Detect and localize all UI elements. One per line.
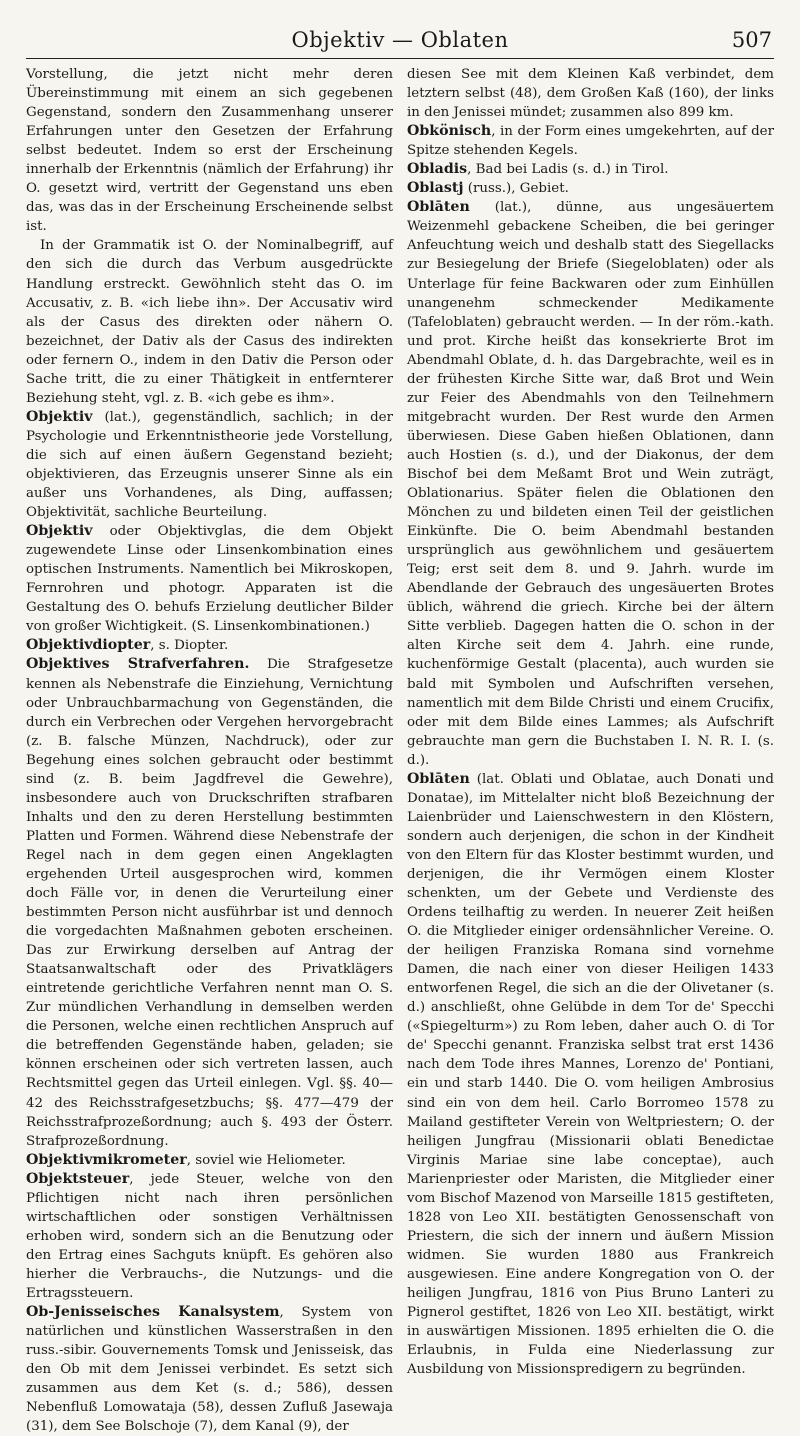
left-column xyxy=(26,65,393,1436)
entry-paragraph xyxy=(26,236,393,407)
entry-paragraph xyxy=(407,198,774,769)
entry-paragraph xyxy=(26,408,393,522)
entry-text: , Bad bei Ladis (s. d.) in Tirol. xyxy=(467,162,669,178)
entry-headword: Obladis xyxy=(407,161,468,178)
entry-text: , jede Steuer, welche von den Pflichtigen nicht nach ihren persönlichen wirtschaftlichen oder sonstigen Verhältnissen erhoben wird, sondern sich an die Benutzung oder den Ertrag eines Sachguts knüpft. Es gehören also hierher die Verbrauchs-, die Nutzungs- und die Ertragssteuern. xyxy=(26,1171,393,1301)
entry-text: , in der Form eines umgekehrten, auf der Spitze stehenden Kegels. xyxy=(407,124,774,159)
entry-headword: Objektiv xyxy=(26,523,93,540)
entry-text: (lat.), gegenständlich, sachlich; in der Psychologie und Erkenntnistheorie jede Vorstellung, die sich auf einen äußern Gegenstand bezieht; objektivieren, das Erzeugnis unserer Sinne als ein außer uns Vorhandenes, als Ding, auffassen; Objektivität, sachliche Beurteilung. xyxy=(26,409,393,521)
entry-headword: Oblastj xyxy=(407,180,464,197)
entry-paragraph xyxy=(407,770,774,1380)
entry-paragraph xyxy=(26,65,393,236)
entry-text: (lat. Oblati und Oblatae, auch Donati und Donatae), im Mittelalter nicht bloß Bezeichnung der Laienbrüder und Laienschwestern in den Klöstern, sondern auch derjenigen, die schon in der Kindheit von den Eltern für das Kloster bestimmt wurden, und derjenigen, die ihr Vermögen einem Kloster schenkten, um der Gebete und Verdienste des Ordens teilhaftig zu werden. In neuerer Zeit heißen O. die Mitglieder einiger ordensähnlicher Vereine. O. der heiligen Franziska Romana sind vornehme Damen, die nach einer von dieser Heiligen 1433 entworfenen Regel, die sich an die der Olivetaner (s. d.) anschließt, ohne Gelübde in dem Tor de' Specchi («Spiegelturm») zu Rom leben, daher auch O. di Tor de' Specchi genannt. Franziska selbst trat erst 1436 nach dem Tode ihres Mannes, Lorenzo de' Pontiani, ein und starb 1440. Die O. vom heiligen Ambrosius sind ein von dem heil. Carlo Borromeo 1578 zu Mailand gestifteter Verein von Weltpriestern; O. der heiligen Jungfrau (Missionarii oblati Benedictae Virginis Mariae sine labe conceptae), auch Marienpriester oder Maristen, die Mitglieder einer vom Bischof Mazenod von Marseille 1815 gestifteten, 1828 von Leo XII. bestätigten Genossenschaft von Priestern, die sich der innern und äußern Mission widmen. Sie wurden 1880 aus Frankreich ausgewiesen. Eine andere Kongregation von O. der heiligen Jungfrau, 1816 von Pius Bruno Lanteri zu Pignerol gestiftet, 1826 von Leo XII. bestätigt, wirkt in auswärtigen Missionen. 1895 erhielten die O. die Erlaubnis, in Fulda eine Niederlassung zur Ausbildung von Missionspredigern zu begründen. xyxy=(407,771,774,1378)
entry-headword: Ob-Jenisseisches Kanalsystem xyxy=(26,1304,280,1321)
entry-paragraph xyxy=(26,1151,393,1170)
entry-text: oder Objektivglas, die dem Objekt zugewendete Linse oder Linsenkombination eines optischen Instruments. Namentlich bei Mikroskopen, Fernrohren und photogr. Apparaten ist die Gestaltung des O. behufs Erzielung deutlicher Bilder von großer Wichtigkeit. (S. Linsenkombinationen.) xyxy=(26,524,393,635)
entry-text: , System von natürlichen und künstlichen Wasserstraßen in den russ.-sibir. Gouvernements Tomsk und Jenisseisk, das den Ob mit dem Jenissei verbindet. Es setzt sich zusammen aus dem Ket (s. d.; 586), dessen Nebenfluß Lomowataja (58), dessen Zufluß Jasewaja (31), dem See Bolschoje (7), dem Kanal (9), der xyxy=(26,1305,393,1435)
running-title: Objektiv — Oblaten xyxy=(291,28,509,52)
entry-headword: Objektivdiopter xyxy=(26,637,151,654)
entry-paragraph xyxy=(407,122,774,160)
entry-paragraph xyxy=(26,1170,393,1303)
entry-headword: Objektiv xyxy=(26,408,93,425)
page-number: 507 xyxy=(731,28,772,52)
entry-text: In der Grammatik ist O. der Nominalbegriff, auf den sich die durch das Verbum ausgedrückte Handlung erstreckt. Gewöhnlich steht das O. im Accusativ, z. B. «ich liebe ihn». Der Accusativ wird als der Casus des direkten oder nähern O. bezeichnet, der Dativ als der Casus des indirekten oder fernern O., indem in den Dativ die Person oder Sache tritt, die zu einer Thätigkeit in entfernterer Beziehung steht, vgl. z. B. «ich gebe es ihm». xyxy=(26,238,393,406)
entry-text: Die Strafgesetze kennen als Nebenstrafe die Einziehung, Vernichtung oder Unbrauchbarmachung von Gegenständen, die durch ein Verbrechen oder Vergehen hervorgebracht (z. B. falsche Münzen, Nachdruck), oder zur Begehung eines solchen gebraucht oder bestimmt sind (z. B. beim Jagdfrevel die Gewehre), insbesondere auch von Druckschriften strafbaren Inhalts und den zu deren Herstellung bestimmten Platten und Formen. Während diese Nebenstrafe der Regel nach in dem gegen einen Angeklagten ergehenden Urteil ausgesprochen wird, kommen doch Fälle vor, in denen die Verurteilung einer bestimmten Person nicht ausführbar ist und dennoch die vorgedachten Maßnahmen geboten erscheinen. Das zur Erwirkung derselben auf Antrag der Staatsanwaltschaft oder des Privatklägers eintretende gerichtliche Verfahren nennt man O. S. Zur mündlichen Verhandlung in demselben werden die Personen, welche einen rechtlichen Anspruch auf die betreffenden Gegenstände haben, geladen; sie können erscheinen oder sich vertreten lassen, auch Rechtsmittel gegen das Urteil einlegen. Vgl. §§. 40—42 des Reichsstrafgesetzbuchs; §§. 477—479 der Reichsstrafprozeßordnung; auch §. 493 der Österr. Strafprozeßordnung. xyxy=(26,657,393,1149)
entry-paragraph xyxy=(26,522,393,636)
entry-text: , s. Diopter. xyxy=(150,638,229,654)
entry-paragraph xyxy=(407,65,774,122)
entry-paragraph xyxy=(407,160,774,179)
entry-paragraph xyxy=(26,1303,393,1436)
entry-paragraph xyxy=(26,655,393,1150)
text-columns xyxy=(26,65,774,1436)
entry-text: diesen See mit dem Kleinen Kaß verbindet, dem letztern selbst (48), dem Großen Kaß (160), der links in den Jenissei mündet; zusammen also 899 km. xyxy=(407,67,774,121)
entry-text: (lat.), dünne, aus ungesäuertem Weizenmehl gebackene Scheiben, die bei geringer Anfeuchtung weich und deshalb statt des Siegellacks zur Besiegelung der Briefe (Siegeloblaten) oder als Unterlage für feine Backwaren oder zum Einhüllen unangenehm schmeckender Medikamente (Tafeloblaten) gebraucht werden. — In der röm.-kath. und prot. Kirche heißt das konsekrierte Brot im Abendmahl Oblate, d. h. das Dargebrachte, weil es in der frühesten Kirche Sitte war, daß Brot und Wein zur Feier des Abendmahls von den Teilnehmern mitgebracht wurden. Der Rest wurde den Armen überwiesen. Diese Gaben hießen Oblationen, dann auch Hostien (s. d.), und der Diakonus, der dem Bischof bei dem Meßamt Brot und Wein zuträgt, Oblationarius. Später fielen die Oblationen den Mönchen zu und bildeten einen Teil der geistlichen Einkünfte. Die O. beim Abendmahl bestanden ursprünglich aus gewöhnlichem und gesäuertem Teig; erst seit dem 8. und 9. Jahrh. wurde im Abendlande der Gebrauch des ungesäuerten Brotes üblich, während die griech. Kirche bei der ältern Sitte verblieb. Dagegen hatten die O. schon in der alten Kirche seit dem 4. Jahrh. eine runde, kuchenförmige Gestalt (placenta), auch wurden sie bald mit Symbolen und Aufschriften versehen, namentlich mit dem Bilde Christi und einem Crucifix, oder mit dem Bilde eines Lammes; als Aufschrift gebrauchte man gern die Buchstaben I. N. R. I. (s. d.). xyxy=(407,200,774,768)
entry-headword: Obkönisch xyxy=(407,123,492,140)
entry-paragraph xyxy=(407,179,774,198)
entry-paragraph xyxy=(26,636,393,655)
entry-headword: Objektsteuer xyxy=(26,1170,130,1187)
right-column xyxy=(407,65,774,1436)
entry-text: (russ.), Gebiet. xyxy=(463,181,569,197)
entry-headword: Oblāten xyxy=(407,199,470,216)
entry-headword: Objektives Strafverfahren. xyxy=(26,656,250,673)
entry-text: , soviel wie Heliometer. xyxy=(186,1152,346,1168)
entry-text: Vorstellung, die jetzt nicht mehr deren Übereinstimmung mit einem an sich gegebenen Gegenstand, sondern den Zusammenhang unserer Erfahrungen unter den Gesetzen der Erfahrung selbst bedeutet. Indem so erst der Erscheinung innerhalb der Erkenntnis (nämlich der Erfahrung) ihr O. gesetzt wird, vertritt der Gegenstand uns eben das, was das in der Erscheinung Erscheinende selbst ist. xyxy=(26,67,393,235)
page-header xyxy=(26,28,774,59)
entry-headword: Objektivmikrometer xyxy=(26,1151,187,1168)
entry-headword: Oblāten xyxy=(407,770,470,787)
